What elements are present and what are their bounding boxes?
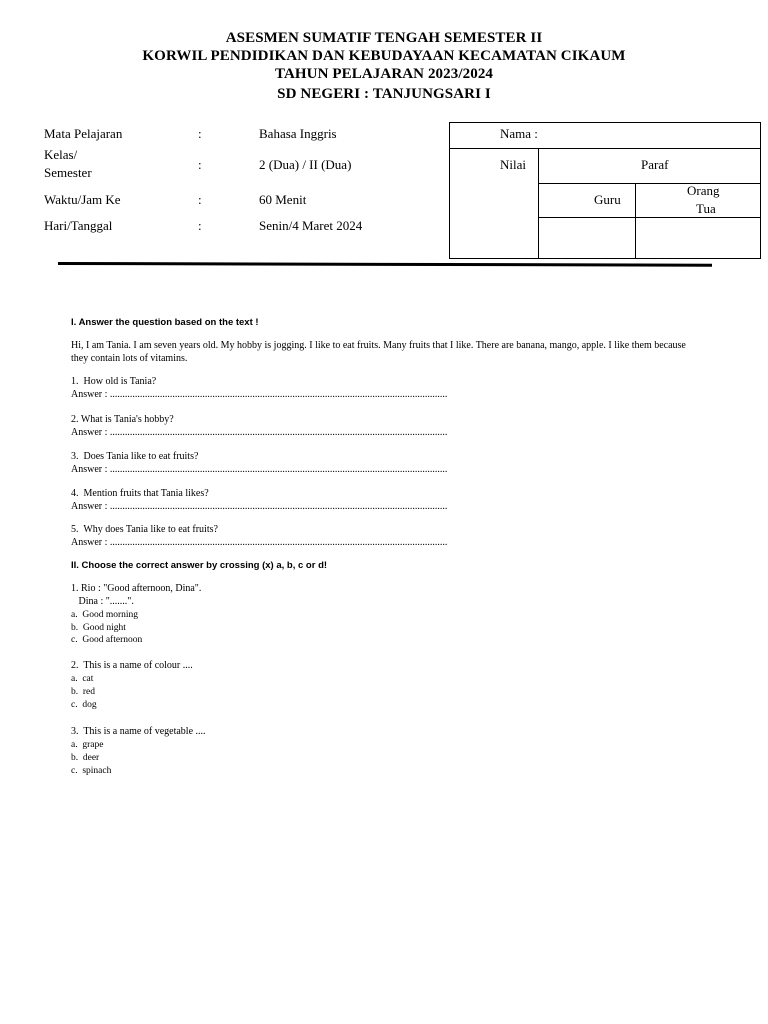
option-c[interactable]: c. spinach — [71, 766, 112, 776]
time-label: Waktu/Jam Ke — [44, 192, 121, 207]
option-c[interactable]: c. Good afternoon — [71, 635, 143, 645]
teacher-header-cell — [538, 183, 636, 218]
answer-line[interactable]: Answer : ....................................................................................................................................... — [71, 427, 448, 438]
essay-question: 5. Why does Tania like to eat fruits? — [71, 524, 218, 535]
subject-value: Bahasa Inggris — [259, 126, 337, 141]
reading-text: Hi, I am Tania. I am seven years old. My hobby is jogging. I like to eat fruits. Many fruits that I like. There are banana, mango, apple. I like them because they contain lots of vitamins. — [71, 340, 686, 364]
date-label: Hari/Tanggal — [44, 218, 113, 233]
school-name: SD NEGERI : TANJUNGSARI I — [277, 86, 491, 102]
answer-line[interactable]: Answer : ....................................................................................................................................... — [71, 537, 448, 548]
class-label: Kelas/ — [44, 147, 78, 162]
colon: : — [198, 126, 202, 141]
academic-year: TAHUN PELAJARAN 2023/2024 — [274, 66, 494, 82]
parent-label-line2: Tua — [696, 201, 716, 216]
teacher-signature-cell[interactable] — [538, 217, 636, 259]
option-b[interactable]: b. Good night — [71, 623, 126, 633]
parent-label-line1: Orang — [687, 183, 720, 198]
time-value: 60 Menit — [259, 192, 307, 207]
option-b[interactable]: b. deer — [71, 753, 100, 763]
section2-title: II. Choose the correct answer by crossing (x) a, b, c or d! — [71, 560, 328, 571]
essay-question: 2. What is Tania's hobby? — [71, 414, 174, 425]
option-a[interactable]: a. grape — [71, 740, 104, 750]
colon: : — [198, 192, 202, 207]
signature-label: Paraf — [641, 157, 669, 172]
colon: : — [198, 157, 202, 172]
answer-line[interactable]: Answer : ....................................................................................................................................... — [71, 389, 448, 400]
teacher-label: Guru — [594, 192, 621, 207]
parent-signature-cell[interactable] — [635, 217, 761, 259]
essay-question: 4. Mention fruits that Tania likes? — [71, 488, 209, 499]
date-value: Senin/4 Maret 2024 — [259, 218, 363, 233]
score-label: Nilai — [500, 157, 526, 172]
colon: : — [198, 218, 202, 233]
name-cell[interactable] — [449, 122, 761, 149]
subject-label: Mata Pelajaran — [44, 126, 123, 141]
option-a[interactable]: a. Good morning — [71, 610, 139, 620]
essay-question: 1. How old is Tania? — [71, 376, 157, 387]
class-value: 2 (Dua) / II (Dua) — [259, 157, 352, 172]
mc-question-2: 2. This is a name of colour .... — [71, 660, 193, 671]
mc-question-1: 1. Rio : "Good afternoon, Dina". — [71, 583, 202, 594]
option-a[interactable]: a. cat — [71, 674, 94, 684]
option-b[interactable]: b. red — [71, 687, 96, 697]
answer-line[interactable]: Answer : ....................................................................................................................................... — [71, 501, 448, 512]
option-c[interactable]: c. dog — [71, 700, 97, 710]
exam-title: ASESMEN SUMATIF TENGAH SEMESTER II — [225, 30, 543, 46]
district-title: KORWIL PENDIDIKAN DAN KEBUDAYAAN KECAMATAN CIKAUM — [142, 48, 626, 64]
mc-question-3: 3. This is a name of vegetable .... — [71, 726, 206, 737]
section1-title: I. Answer the question based on the text ! — [71, 317, 259, 328]
name-label: Nama : — [500, 126, 538, 141]
answer-line[interactable]: Answer : ....................................................................................................................................... — [71, 464, 448, 475]
semester-label: Semester — [44, 165, 92, 180]
essay-question: 3. Does Tania like to eat fruits? — [71, 451, 199, 462]
mc-question-1-dialog: Dina : ".......". — [71, 596, 134, 607]
header-divider — [58, 262, 712, 267]
